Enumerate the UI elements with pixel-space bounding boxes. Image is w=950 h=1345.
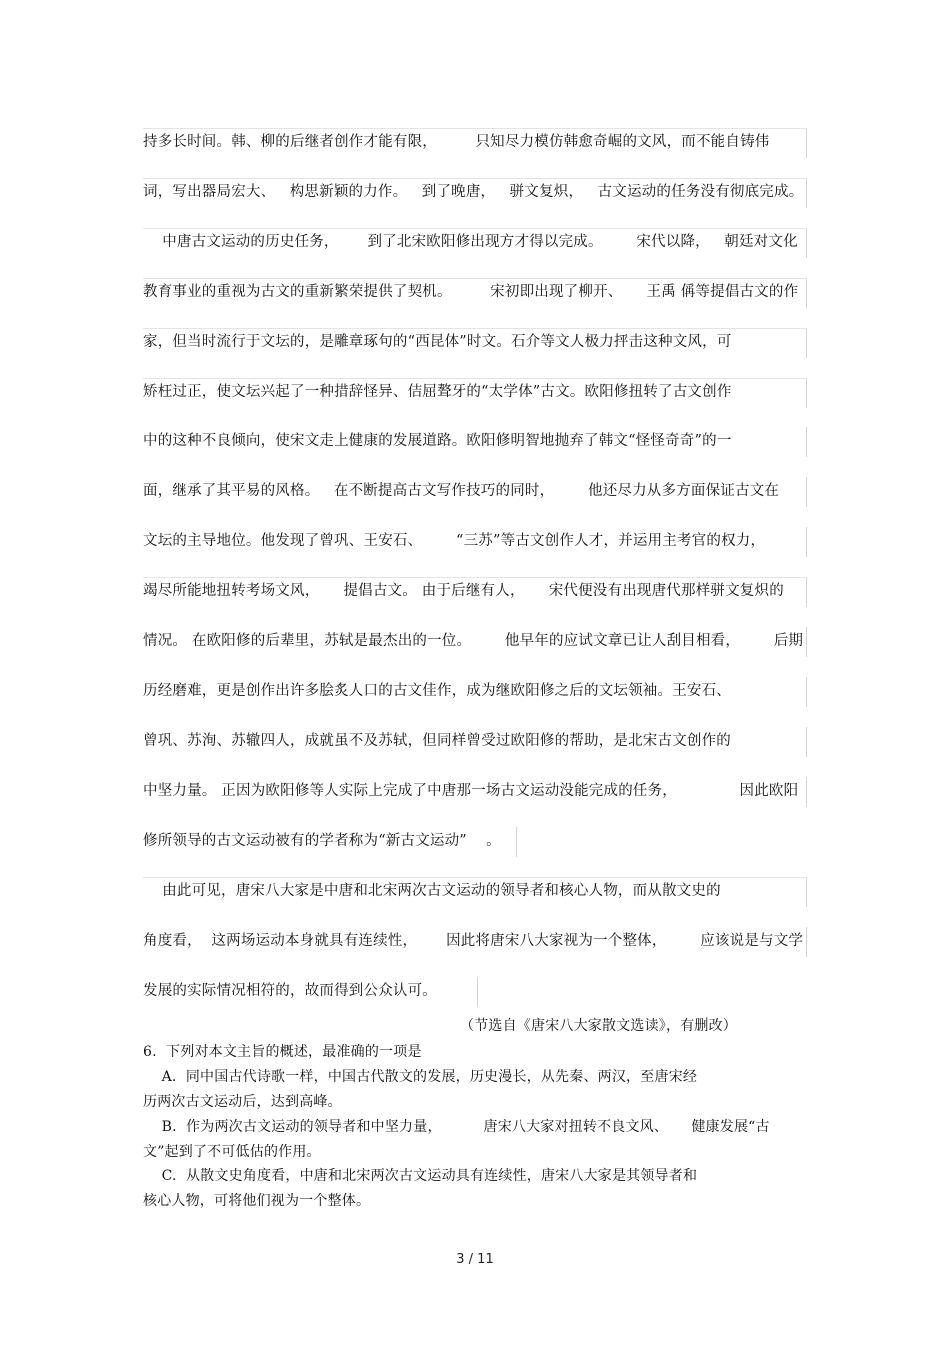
passage-line: 由此可见，唐宋八大家是中唐和北宋两次古文运动的领导者和核心人物，而从散文史的 <box>143 883 721 899</box>
scan-artifact-rule <box>806 278 807 308</box>
passage-line: 发展的实际情况相符的，故而得到公众认可。 <box>143 983 437 999</box>
passage-line: 曾巩、苏洵、苏辙四人，成就虽不及苏轼，但同样曾受过欧阳修的帮助，是北宋古文创作的 <box>143 733 731 749</box>
scan-artifact-rule <box>806 877 807 907</box>
option-a-continued: 历两次古文运动后，达到高峰。 <box>143 1094 342 1110</box>
scan-artifact-rule <box>806 927 807 957</box>
option-c-continued: 核心人物，可将他们视为一个整体。 <box>143 1193 371 1209</box>
passage-line: 历经磨难，更是创作出许多脍炙人口的古文佳作，成为继欧阳修之后的文坛领袖。王安石、 <box>143 683 731 699</box>
passage-line: 修所领导的古文运动被有的学者称为“新古文运动” 。 <box>143 833 501 849</box>
passage-line: 教育事业的重视为古文的重新繁荣提供了契机。 宋初即出现了柳开、 王禹 偁等提倡古文的作 <box>143 284 799 300</box>
scan-artifact-rule <box>806 128 807 158</box>
passage-line: 持多长时间。韩、柳的后继者创作才能有限， 只知尽力模仿韩愈奇崛的文风，而不能自铸伟 <box>143 134 770 150</box>
question-stem: 6. 下列对本文主旨的概述，最准确的一项是 <box>143 1044 422 1060</box>
scan-artifact-rule <box>806 677 807 707</box>
passage-line: 中坚力量。 正因为欧阳修等人实际上完成了中唐那一场古文运动没能完成的任务， 因此欧阳 <box>143 783 799 799</box>
passage-line: 词，写出器局宏大、 构思新颖的力作。 到了晚唐， 骈文复炽， 古文运动的任务没有彻底完成。 <box>143 184 804 200</box>
passage-line: 情况。 在欧阳修的后辈里，苏轼是最杰出的一位。 他早年的应试文章已让人刮目相看， 后期 <box>143 633 804 649</box>
scan-artifact-line <box>143 877 807 878</box>
passage-line: 家，但当时流行于文坛的，是雕章琢句的“西昆体”时文。石介等文人极力抨击这种文风，可 <box>143 334 732 350</box>
scan-artifact-rule <box>806 627 807 657</box>
passage-line: 矫枉过正，使文坛兴起了一种措辞怪异、佶屈聱牙的“太学体”古文。欧阳修扭转了古文创作 <box>143 384 732 400</box>
scan-artifact-rule <box>477 977 478 1007</box>
scan-artifact-line <box>143 378 807 379</box>
scan-artifact-rule <box>806 477 807 507</box>
option-b: B. 作为两次古文运动的领导者和中坚力量， 唐宋八大家对扭转不良文风、 健康发展“古 <box>143 1119 770 1135</box>
scan-artifact-rule <box>806 178 807 208</box>
scan-artifact-rule <box>806 727 807 757</box>
passage-line: 面，继承了其平易的风格。 在不断提高古文写作技巧的同时， 他还尽力从多方面保证古文在 <box>143 483 780 499</box>
scan-artifact-rule <box>806 228 807 258</box>
passage-line: 角度看， 这两场运动本身就具有连续性， 因此将唐宋八大家视为一个整体， 应该说是与文学 <box>143 933 804 949</box>
scan-artifact-rule <box>806 777 807 807</box>
scan-artifact-line <box>143 278 807 279</box>
passage-line: 中唐古文运动的历史任务， 到了北宋欧阳修出现方才得以完成。 宋代以降， 朝廷对文化 <box>143 234 798 250</box>
scan-artifact-line <box>143 128 807 129</box>
scan-artifact-line <box>143 328 807 329</box>
passage-line: 文坛的主导地位。他发现了曾巩、王安石、 “三苏”等古文创作人才，并运用主考官的权力， <box>143 533 766 549</box>
option-b-continued: 文”起到了不可低估的作用。 <box>143 1144 321 1160</box>
scan-artifact-rule <box>516 827 517 857</box>
scan-artifact-rule <box>806 527 807 557</box>
scan-artifact-rule <box>806 378 807 408</box>
scan-artifact-rule <box>806 577 807 607</box>
option-c: C. 从散文史角度看，中唐和北宋两次古文运动具有连续性，唐宋八大家是其领导者和 <box>143 1168 698 1184</box>
scan-artifact-rule <box>806 427 807 457</box>
passage-line: 中的这种不良倾向，使宋文走上健康的发展道路。欧阳修明智地抛弃了韩文“怪怪奇奇”的一 <box>143 433 732 449</box>
page-number: 3 / 11 <box>456 1252 494 1267</box>
option-a: A. 同中国古代诗歌一样，中国古代散文的发展，历史漫长，从先秦、两汉，至唐宋经 <box>143 1069 698 1085</box>
scan-artifact-line <box>143 228 807 229</box>
source-citation: （节选自《唐宋八大家散文选读》，有删改） <box>460 1018 737 1034</box>
scan-artifact-line <box>143 577 807 578</box>
scan-artifact-rule <box>806 328 807 358</box>
scan-artifact-line <box>143 178 807 179</box>
passage-line: 竭尽所能地扭转考场文风， 提倡古文。 由于后继有人， 宋代便没有出现唐代那样骈文复炽的 <box>143 583 784 599</box>
